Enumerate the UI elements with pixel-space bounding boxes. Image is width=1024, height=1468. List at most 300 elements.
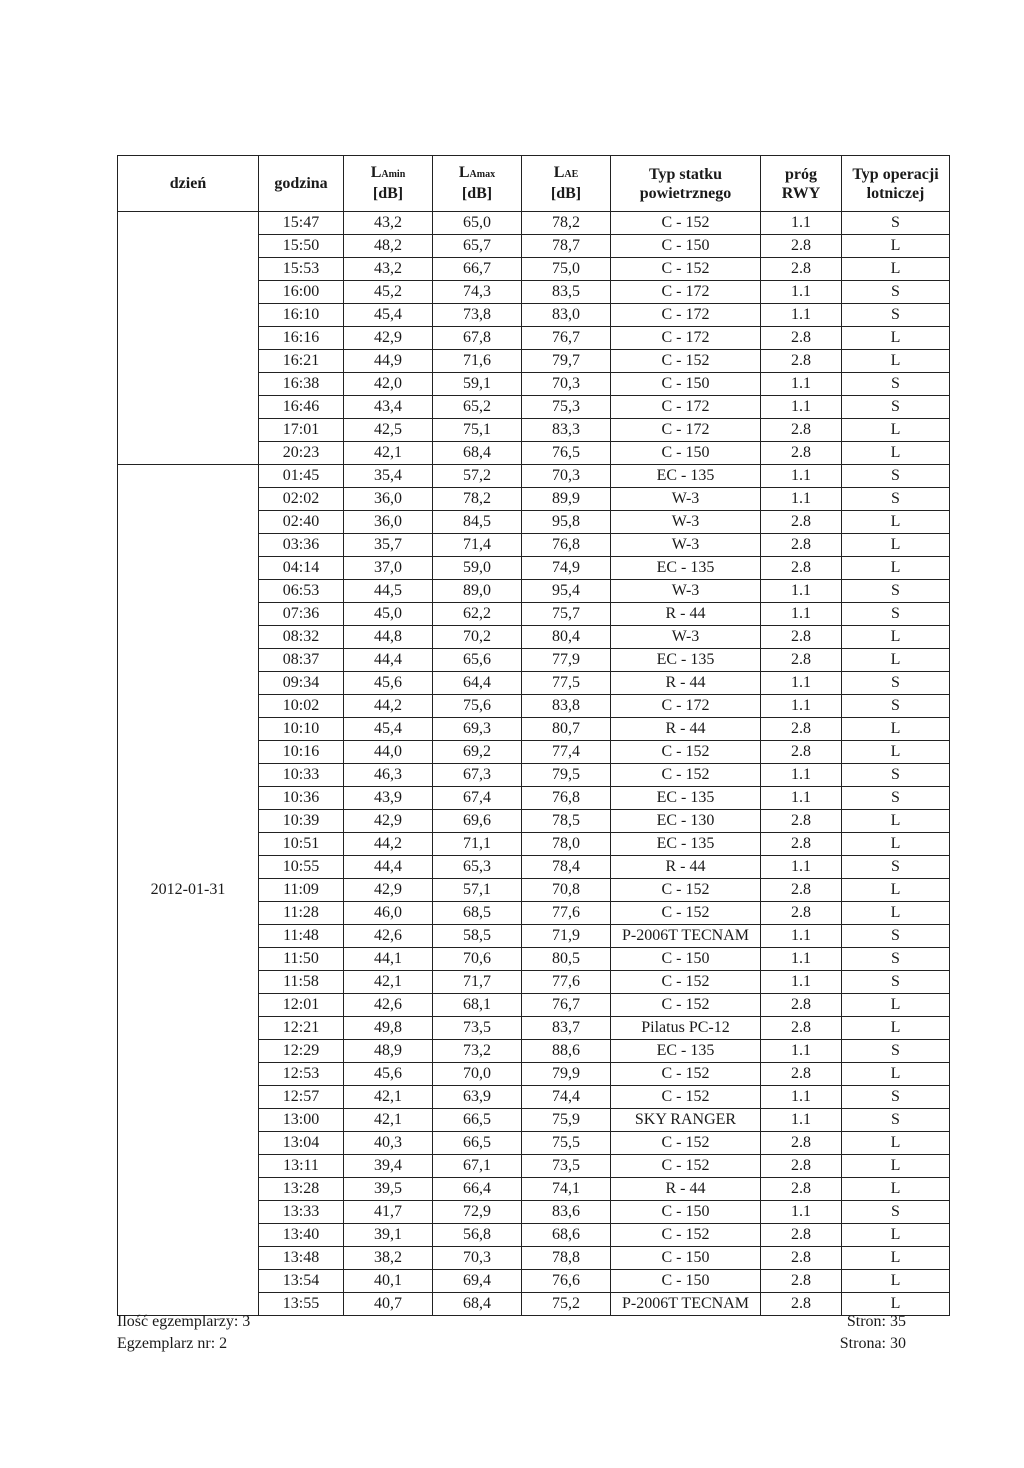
- lae-cell: 83,5: [522, 281, 611, 304]
- lamax-cell: 57,2: [433, 465, 522, 488]
- operation-type-cell: S: [842, 856, 950, 879]
- hour-cell: 10:55: [259, 856, 344, 879]
- lae-cell: 75,9: [522, 1109, 611, 1132]
- lamax-cell: 78,2: [433, 488, 522, 511]
- lae-cell: 70,8: [522, 879, 611, 902]
- operation-type-cell: L: [842, 1178, 950, 1201]
- aircraft-type-cell: EC - 135: [611, 1040, 761, 1063]
- operation-type-cell: S: [842, 373, 950, 396]
- lae-cell: 78,4: [522, 856, 611, 879]
- hour-cell: 12:21: [259, 1017, 344, 1040]
- lamin-cell: 43,2: [344, 258, 433, 281]
- lae-cell: 77,9: [522, 649, 611, 672]
- aircraft-type-cell: W-3: [611, 626, 761, 649]
- runway-threshold-cell: 2.8: [761, 442, 842, 465]
- aircraft-type-cell: SKY RANGER: [611, 1109, 761, 1132]
- hour-cell: 03:36: [259, 534, 344, 557]
- runway-threshold-cell: 1.1: [761, 764, 842, 787]
- operation-type-cell: L: [842, 1063, 950, 1086]
- hour-cell: 13:04: [259, 1132, 344, 1155]
- hour-cell: 13:54: [259, 1270, 344, 1293]
- hour-cell: 12:53: [259, 1063, 344, 1086]
- lamin-cell: 44,8: [344, 626, 433, 649]
- lamax-cell: 68,1: [433, 994, 522, 1017]
- aircraft-type-cell: EC - 135: [611, 833, 761, 856]
- hour-cell: 15:53: [259, 258, 344, 281]
- operation-type-cell: S: [842, 1040, 950, 1063]
- aircraft-type-cell: P-2006T TECNAM: [611, 1293, 761, 1316]
- runway-threshold-cell: 1.1: [761, 1201, 842, 1224]
- lamax-cell: 71,4: [433, 534, 522, 557]
- operation-type-cell: S: [842, 787, 950, 810]
- lamax-cell: 69,3: [433, 718, 522, 741]
- operation-type-cell: S: [842, 925, 950, 948]
- lamax-cell: 68,4: [433, 1293, 522, 1316]
- operation-type-cell: S: [842, 764, 950, 787]
- runway-threshold-cell: 1.1: [761, 396, 842, 419]
- aircraft-type-cell: C - 152: [611, 1224, 761, 1247]
- header-runway-threshold: próg RWY: [761, 156, 842, 212]
- runway-threshold-cell: 2.8: [761, 1270, 842, 1293]
- hour-cell: 20:23: [259, 442, 344, 465]
- runway-threshold-cell: 1.1: [761, 695, 842, 718]
- operation-type-cell: L: [842, 1132, 950, 1155]
- lamax-cell: 74,3: [433, 281, 522, 304]
- lamin-cell: 42,6: [344, 994, 433, 1017]
- lamin-cell: 38,2: [344, 1247, 433, 1270]
- runway-threshold-cell: 2.8: [761, 741, 842, 764]
- lae-cell: 76,8: [522, 787, 611, 810]
- runway-threshold-cell: 2.8: [761, 1063, 842, 1086]
- hour-cell: 17:01: [259, 419, 344, 442]
- lamax-cell: 56,8: [433, 1224, 522, 1247]
- hour-cell: 02:02: [259, 488, 344, 511]
- lamax-cell: 62,2: [433, 603, 522, 626]
- lamin-cell: 48,9: [344, 1040, 433, 1063]
- lamax-cell: 57,1: [433, 879, 522, 902]
- runway-threshold-cell: 1.1: [761, 856, 842, 879]
- operation-type-cell: L: [842, 557, 950, 580]
- aircraft-type-cell: R - 44: [611, 856, 761, 879]
- lamin-cell: 44,4: [344, 649, 433, 672]
- runway-threshold-cell: 1.1: [761, 1109, 842, 1132]
- operation-type-cell: S: [842, 603, 950, 626]
- hour-cell: 02:40: [259, 511, 344, 534]
- runway-threshold-cell: 1.1: [761, 925, 842, 948]
- operation-type-cell: L: [842, 235, 950, 258]
- hour-cell: 13:33: [259, 1201, 344, 1224]
- lamin-cell: 42,0: [344, 373, 433, 396]
- hour-cell: 16:38: [259, 373, 344, 396]
- lamin-cell: 43,2: [344, 212, 433, 235]
- aircraft-type-cell: R - 44: [611, 603, 761, 626]
- lae-cell: 79,5: [522, 764, 611, 787]
- lae-cell: 74,4: [522, 1086, 611, 1109]
- lamin-cell: 35,4: [344, 465, 433, 488]
- hour-cell: 04:14: [259, 557, 344, 580]
- lae-cell: 77,6: [522, 971, 611, 994]
- lamin-cell: 42,9: [344, 879, 433, 902]
- aircraft-type-cell: C - 152: [611, 1155, 761, 1178]
- runway-threshold-cell: 1.1: [761, 580, 842, 603]
- lae-cell: 71,9: [522, 925, 611, 948]
- aircraft-type-cell: W-3: [611, 511, 761, 534]
- lae-cell: 78,8: [522, 1247, 611, 1270]
- lae-cell: 79,9: [522, 1063, 611, 1086]
- aircraft-type-cell: Pilatus PC-12: [611, 1017, 761, 1040]
- runway-threshold-cell: 1.1: [761, 1040, 842, 1063]
- aircraft-type-cell: C - 150: [611, 948, 761, 971]
- runway-threshold-cell: 1.1: [761, 971, 842, 994]
- runway-threshold-cell: 2.8: [761, 649, 842, 672]
- lae-cell: 78,0: [522, 833, 611, 856]
- lae-cell: 83,6: [522, 1201, 611, 1224]
- aircraft-type-cell: C - 150: [611, 1247, 761, 1270]
- lamin-cell: 45,4: [344, 304, 433, 327]
- lamax-cell: 70,0: [433, 1063, 522, 1086]
- hour-cell: 15:47: [259, 212, 344, 235]
- lae-cell: 95,4: [522, 580, 611, 603]
- lae-cell: 77,5: [522, 672, 611, 695]
- operation-type-cell: L: [842, 741, 950, 764]
- lae-cell: 83,3: [522, 419, 611, 442]
- operation-type-cell: L: [842, 1270, 950, 1293]
- table-body: [118, 212, 950, 1316]
- lae-cell: 78,7: [522, 235, 611, 258]
- lamax-cell: 66,5: [433, 1109, 522, 1132]
- operation-type-cell: L: [842, 994, 950, 1017]
- lamax-cell: 67,8: [433, 327, 522, 350]
- lamax-cell: 71,1: [433, 833, 522, 856]
- runway-threshold-cell: 2.8: [761, 511, 842, 534]
- hour-cell: 12:29: [259, 1040, 344, 1063]
- runway-threshold-cell: 2.8: [761, 1017, 842, 1040]
- hour-cell: 16:21: [259, 350, 344, 373]
- lamin-cell: 44,2: [344, 833, 433, 856]
- lamin-cell: 42,9: [344, 327, 433, 350]
- operation-type-cell: L: [842, 833, 950, 856]
- lae-cell: 83,0: [522, 304, 611, 327]
- lae-cell: 83,7: [522, 1017, 611, 1040]
- lamin-cell: 39,4: [344, 1155, 433, 1178]
- table-row: [118, 465, 950, 488]
- runway-threshold-cell: 2.8: [761, 1224, 842, 1247]
- header-lamax: LAmax [dB]: [433, 156, 522, 212]
- aircraft-type-cell: EC - 135: [611, 465, 761, 488]
- aircraft-type-cell: C - 152: [611, 212, 761, 235]
- runway-threshold-cell: 2.8: [761, 810, 842, 833]
- hour-cell: 15:50: [259, 235, 344, 258]
- operation-type-cell: L: [842, 534, 950, 557]
- hour-cell: 13:11: [259, 1155, 344, 1178]
- lae-cell: 76,6: [522, 1270, 611, 1293]
- lamin-cell: 45,0: [344, 603, 433, 626]
- lae-cell: 70,3: [522, 465, 611, 488]
- lamin-cell: 44,2: [344, 695, 433, 718]
- lamin-cell: 43,4: [344, 396, 433, 419]
- lae-cell: 70,3: [522, 373, 611, 396]
- aircraft-type-cell: EC - 130: [611, 810, 761, 833]
- runway-threshold-cell: 2.8: [761, 833, 842, 856]
- lae-cell: 75,3: [522, 396, 611, 419]
- operation-type-cell: L: [842, 810, 950, 833]
- lamax-cell: 84,5: [433, 511, 522, 534]
- header-aircraft-type: Typ statku powietrznego: [611, 156, 761, 212]
- runway-threshold-cell: 2.8: [761, 350, 842, 373]
- lae-cell: 76,7: [522, 327, 611, 350]
- aircraft-type-cell: C - 152: [611, 879, 761, 902]
- aircraft-type-cell: C - 152: [611, 741, 761, 764]
- lamin-cell: 46,0: [344, 902, 433, 925]
- lamax-cell: 65,2: [433, 396, 522, 419]
- header-hour: godzina: [259, 156, 344, 212]
- lamin-cell: 45,6: [344, 672, 433, 695]
- hour-cell: 12:57: [259, 1086, 344, 1109]
- lamax-cell: 67,3: [433, 764, 522, 787]
- table-row: [118, 212, 950, 235]
- copy-number: Egzemplarz nr: 2: [117, 1335, 228, 1352]
- lamax-cell: 75,1: [433, 419, 522, 442]
- lamax-cell: 70,6: [433, 948, 522, 971]
- lamin-cell: 43,9: [344, 787, 433, 810]
- lamin-cell: 42,9: [344, 810, 433, 833]
- operation-type-cell: L: [842, 626, 950, 649]
- runway-threshold-cell: 2.8: [761, 994, 842, 1017]
- hour-cell: 11:58: [259, 971, 344, 994]
- aircraft-type-cell: C - 152: [611, 350, 761, 373]
- lae-cell: 80,4: [522, 626, 611, 649]
- lamax-cell: 67,4: [433, 787, 522, 810]
- hour-cell: 11:28: [259, 902, 344, 925]
- page-number: Strona: 30: [839, 1335, 906, 1352]
- table-header-row: [118, 156, 950, 212]
- runway-threshold-cell: 2.8: [761, 557, 842, 580]
- hour-cell: 08:37: [259, 649, 344, 672]
- runway-threshold-cell: 1.1: [761, 603, 842, 626]
- lamax-cell: 73,2: [433, 1040, 522, 1063]
- aircraft-type-cell: C - 152: [611, 1063, 761, 1086]
- hour-cell: 11:50: [259, 948, 344, 971]
- lamin-cell: 37,0: [344, 557, 433, 580]
- lamin-cell: 42,1: [344, 971, 433, 994]
- lamin-cell: 42,1: [344, 1109, 433, 1132]
- hour-cell: 13:55: [259, 1293, 344, 1316]
- operation-type-cell: L: [842, 1155, 950, 1178]
- hour-cell: 10:02: [259, 695, 344, 718]
- hour-cell: 01:45: [259, 465, 344, 488]
- lamin-cell: 39,1: [344, 1224, 433, 1247]
- operation-type-cell: S: [842, 304, 950, 327]
- lamax-cell: 89,0: [433, 580, 522, 603]
- runway-threshold-cell: 2.8: [761, 327, 842, 350]
- lae-cell: 77,6: [522, 902, 611, 925]
- lamax-cell: 67,1: [433, 1155, 522, 1178]
- lamax-cell: 68,5: [433, 902, 522, 925]
- lae-cell: 75,5: [522, 1132, 611, 1155]
- operation-type-cell: S: [842, 488, 950, 511]
- lamin-cell: 49,8: [344, 1017, 433, 1040]
- hour-cell: 10:36: [259, 787, 344, 810]
- runway-threshold-cell: 2.8: [761, 1247, 842, 1270]
- operation-type-cell: S: [842, 465, 950, 488]
- hour-cell: 16:46: [259, 396, 344, 419]
- lamin-cell: 44,5: [344, 580, 433, 603]
- hour-cell: 08:32: [259, 626, 344, 649]
- aircraft-type-cell: C - 152: [611, 902, 761, 925]
- runway-threshold-cell: 2.8: [761, 1155, 842, 1178]
- runway-threshold-cell: 2.8: [761, 1132, 842, 1155]
- hour-cell: 13:00: [259, 1109, 344, 1132]
- lamin-cell: 40,7: [344, 1293, 433, 1316]
- hour-cell: 10:16: [259, 741, 344, 764]
- aircraft-type-cell: C - 150: [611, 442, 761, 465]
- aircraft-type-cell: C - 172: [611, 396, 761, 419]
- lae-cell: 73,5: [522, 1155, 611, 1178]
- lamax-cell: 69,4: [433, 1270, 522, 1293]
- header-lae: LAE [dB]: [522, 156, 611, 212]
- aircraft-type-cell: EC - 135: [611, 649, 761, 672]
- operation-type-cell: S: [842, 396, 950, 419]
- lamin-cell: 41,7: [344, 1201, 433, 1224]
- operation-type-cell: S: [842, 212, 950, 235]
- hour-cell: 12:01: [259, 994, 344, 1017]
- operation-type-cell: L: [842, 327, 950, 350]
- aircraft-type-cell: W-3: [611, 580, 761, 603]
- operation-type-cell: L: [842, 1247, 950, 1270]
- operation-type-cell: S: [842, 1086, 950, 1109]
- hour-cell: 09:34: [259, 672, 344, 695]
- operation-type-cell: L: [842, 902, 950, 925]
- aircraft-type-cell: C - 172: [611, 419, 761, 442]
- runway-threshold-cell: 1.1: [761, 281, 842, 304]
- lamax-cell: 71,7: [433, 971, 522, 994]
- operation-type-cell: S: [842, 971, 950, 994]
- day-cell: 2012-01-31: [118, 465, 259, 1316]
- aircraft-type-cell: EC - 135: [611, 557, 761, 580]
- lamin-cell: 39,5: [344, 1178, 433, 1201]
- lamax-cell: 69,6: [433, 810, 522, 833]
- aircraft-type-cell: EC - 135: [611, 787, 761, 810]
- lamax-cell: 73,5: [433, 1017, 522, 1040]
- hour-cell: 11:48: [259, 925, 344, 948]
- aircraft-type-cell: C - 150: [611, 1270, 761, 1293]
- runway-threshold-cell: 1.1: [761, 304, 842, 327]
- operation-type-cell: L: [842, 879, 950, 902]
- lamin-cell: 44,9: [344, 350, 433, 373]
- aircraft-type-cell: C - 150: [611, 235, 761, 258]
- operation-type-cell: L: [842, 419, 950, 442]
- lamax-cell: 72,9: [433, 1201, 522, 1224]
- runway-threshold-cell: 2.8: [761, 1178, 842, 1201]
- lae-cell: 89,9: [522, 488, 611, 511]
- hour-cell: 10:33: [259, 764, 344, 787]
- lae-cell: 83,8: [522, 695, 611, 718]
- aircraft-type-cell: C - 152: [611, 971, 761, 994]
- lamax-cell: 66,7: [433, 258, 522, 281]
- operation-type-cell: S: [842, 672, 950, 695]
- runway-threshold-cell: 1.1: [761, 787, 842, 810]
- runway-threshold-cell: 2.8: [761, 1293, 842, 1316]
- aircraft-type-cell: C - 152: [611, 258, 761, 281]
- lamax-cell: 70,3: [433, 1247, 522, 1270]
- aircraft-type-cell: C - 152: [611, 994, 761, 1017]
- lamin-cell: 45,6: [344, 1063, 433, 1086]
- aircraft-type-cell: R - 44: [611, 1178, 761, 1201]
- aircraft-type-cell: C - 172: [611, 281, 761, 304]
- operation-type-cell: L: [842, 649, 950, 672]
- lamax-cell: 71,6: [433, 350, 522, 373]
- lamin-cell: 42,1: [344, 442, 433, 465]
- lamin-cell: 45,2: [344, 281, 433, 304]
- aircraft-type-cell: C - 172: [611, 695, 761, 718]
- lae-cell: 95,8: [522, 511, 611, 534]
- lamin-cell: 42,5: [344, 419, 433, 442]
- lamin-cell: 44,4: [344, 856, 433, 879]
- runway-threshold-cell: 1.1: [761, 373, 842, 396]
- lae-cell: 77,4: [522, 741, 611, 764]
- operation-type-cell: L: [842, 1017, 950, 1040]
- aircraft-type-cell: R - 44: [611, 718, 761, 741]
- hour-cell: 16:00: [259, 281, 344, 304]
- hour-cell: 13:40: [259, 1224, 344, 1247]
- lamin-cell: 44,1: [344, 948, 433, 971]
- lae-cell: 68,6: [522, 1224, 611, 1247]
- aircraft-type-cell: C - 152: [611, 764, 761, 787]
- hour-cell: 10:39: [259, 810, 344, 833]
- runway-threshold-cell: 2.8: [761, 626, 842, 649]
- header-lamin: LAmin [dB]: [344, 156, 433, 212]
- operation-type-cell: S: [842, 281, 950, 304]
- hour-cell: 11:09: [259, 879, 344, 902]
- lamax-cell: 59,1: [433, 373, 522, 396]
- header-operation-type: Typ operacji lotniczej: [842, 156, 950, 212]
- runway-threshold-cell: 1.1: [761, 212, 842, 235]
- aircraft-type-cell: R - 44: [611, 672, 761, 695]
- aircraft-type-cell: W-3: [611, 488, 761, 511]
- lae-cell: 75,2: [522, 1293, 611, 1316]
- hour-cell: 13:28: [259, 1178, 344, 1201]
- lae-cell: 74,1: [522, 1178, 611, 1201]
- operation-type-cell: L: [842, 511, 950, 534]
- hour-cell: 10:10: [259, 718, 344, 741]
- lae-cell: 75,0: [522, 258, 611, 281]
- copies-count: Ilość egzemplarzy: 3: [117, 1313, 251, 1330]
- aircraft-type-cell: C - 172: [611, 327, 761, 350]
- lamin-cell: 36,0: [344, 511, 433, 534]
- aircraft-type-cell: C - 150: [611, 373, 761, 396]
- runway-threshold-cell: 2.8: [761, 902, 842, 925]
- aircraft-type-cell: C - 152: [611, 1086, 761, 1109]
- lamax-cell: 75,6: [433, 695, 522, 718]
- runway-threshold-cell: 2.8: [761, 879, 842, 902]
- aircraft-type-cell: P-2006T TECNAM: [611, 925, 761, 948]
- lae-cell: 80,5: [522, 948, 611, 971]
- lae-cell: 76,5: [522, 442, 611, 465]
- lae-cell: 78,5: [522, 810, 611, 833]
- runway-threshold-cell: 1.1: [761, 1086, 842, 1109]
- aircraft-type-cell: C - 172: [611, 304, 761, 327]
- hour-cell: 16:16: [259, 327, 344, 350]
- lae-cell: 79,7: [522, 350, 611, 373]
- hour-cell: 06:53: [259, 580, 344, 603]
- lamin-cell: 44,0: [344, 741, 433, 764]
- runway-threshold-cell: 1.1: [761, 672, 842, 695]
- operation-type-cell: L: [842, 350, 950, 373]
- operation-type-cell: S: [842, 695, 950, 718]
- aircraft-type-cell: C - 150: [611, 1201, 761, 1224]
- operation-type-cell: S: [842, 580, 950, 603]
- lamin-cell: 35,7: [344, 534, 433, 557]
